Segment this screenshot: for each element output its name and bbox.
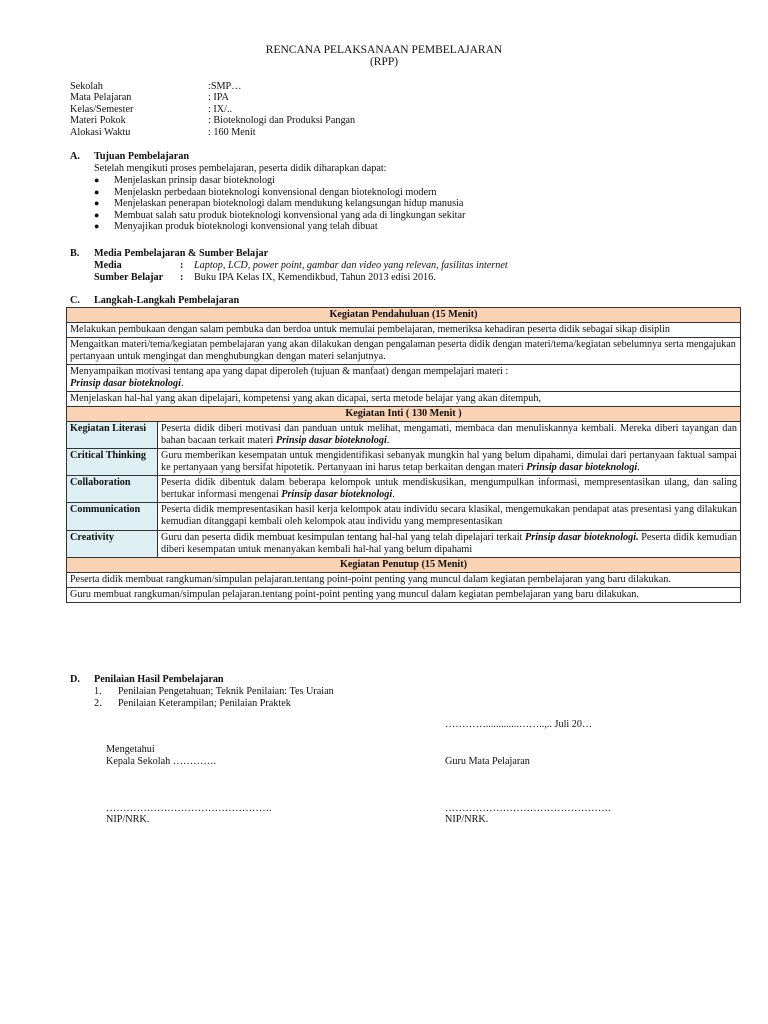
table-cell: Peserta didik membuat rangkuman/simpulan pelajaran.tentang point-point penting yang muncul dalam kegiatan pembelajaran yang baru dilakukan. (67, 572, 741, 587)
section-heading (70, 295, 239, 307)
activity-description (158, 422, 741, 449)
identity-row-sekolah (70, 81, 355, 92)
section-heading (70, 674, 334, 686)
objective-text: Menjelaskan penerapan bioteknologi dalam mendukung kelangsungan hidup manusia (114, 198, 464, 210)
section-title: Tujuan Pembelajaran (94, 151, 189, 162)
activity-label: Communication (67, 503, 158, 530)
activity-description (158, 503, 741, 530)
sumber-label: Sumber Belajar (94, 272, 164, 284)
section-media (70, 248, 720, 284)
langkah-table (66, 307, 741, 603)
motivasi-topic: Prinsip dasar bioteknologi (70, 378, 181, 390)
identity-row-kelas (70, 104, 355, 115)
objective-text: Membuat salah satu produk bioteknologi konvensional yang ada di lingkungan sekitar (114, 209, 466, 221)
identity-value: : Bioteknologi dan Produksi Pangan (208, 115, 356, 127)
media-label: Media (94, 260, 122, 272)
identity-row-mapel (70, 92, 355, 103)
table-cell: Melakukan pembukaan dengan salam pembuka dan berdoa untuk memulai pembelajaran, memeriksa kehadiran peserta didik sebagai sikap disiplin (67, 323, 741, 338)
identity-block (70, 81, 355, 138)
table-row (67, 308, 741, 323)
bullet-icon: ● (94, 175, 100, 186)
identity-value: : 160 Menit (208, 126, 256, 138)
list-item (70, 187, 720, 199)
identity-value: :SMP… (208, 81, 242, 92)
list-item (94, 686, 334, 698)
item-text: Penilaian Keterampilan; Penilaian Praktek (118, 698, 291, 710)
bullet-icon: ● (94, 198, 100, 209)
table-row (67, 503, 741, 530)
activity-text: Peserta didik dibentuk dalam beberapa kelompok untuk mendiskusikan, mengumpulkan informasi, mempresentasikan ulang, dan saling bertukar informasi mengenai (161, 477, 737, 501)
list-item (70, 175, 720, 187)
identity-value: : IX/.. (208, 103, 233, 115)
list-item (70, 221, 720, 233)
objective-text: Menjelaskn perbedaan bioteknologi konvensional dengan bioteknologi modern (114, 186, 437, 198)
section-tujuan (70, 151, 720, 233)
bullet-icon: ● (94, 209, 100, 220)
activity-text: Guru memberikan kesempatan untuk mengidentifikasi sebanyak mungkin hal yang belum dipahami, dimulai dari pertanyaan faktual sampai ke pertanyaan yang bersifat hipotetik. Pertanyaan ini harus tetap berkaitan dengan materi (161, 450, 737, 474)
media-row (94, 260, 720, 272)
sumber-separator: : (180, 272, 184, 284)
table-cell (67, 365, 741, 392)
activity-description (158, 449, 741, 476)
penutup-header: Kegiatan Penutup (15 Menit) (67, 557, 741, 572)
signature-line-left: …………………………………………. (106, 803, 272, 814)
activity-text: Peserta didik diberi motivasi dan panduan untuk melihat, mengamati, membaca dan menuliskannya kembali. Mereka diberi tayangan dan bahan bacaan terkait materi (161, 423, 737, 447)
activity-topic: Prinsip dasar bioteknologi (275, 435, 387, 447)
activity-text: Peserta didik mempresentasikan hasil kerja kelompok atau individu secara klasikal, mengemukakan pendapat atas presentasi yang dilakukan kemudian ditanggapi kembali oleh kelompok atau individu yang mempresentasikan (161, 504, 737, 528)
table-row (67, 422, 741, 449)
sumber-row (94, 272, 720, 284)
activity-label: Creativity (67, 530, 158, 557)
table-cell: Menjelaskan hal-hal yang akan dipelajari, kompetensi yang akan dicapai, serta metode belajar yang akan ditempuh, (67, 392, 741, 407)
activity-text-end: Peserta didik kemudian diberi kesempatan untuk menanyakan kembali hal-hal yang belum dipahami (161, 531, 737, 555)
table-row (67, 392, 741, 407)
activity-topic: Prinsip dasar bioteknologi. (525, 531, 639, 543)
identity-label: Mata Pelajaran (70, 92, 132, 104)
table-row (67, 323, 741, 338)
table-row (67, 449, 741, 476)
table-row (67, 557, 741, 572)
date-line: ………….............……..,.. Juli 20… (445, 719, 593, 730)
section-langkah (70, 295, 239, 307)
inti-header: Kegiatan Inti ( 130 Menit ) (67, 407, 741, 422)
section-title: Penilaian Hasil Pembelajaran (94, 674, 224, 685)
item-number: 2. (94, 698, 102, 710)
table-row (67, 572, 741, 587)
identity-row-materi (70, 115, 355, 126)
item-text: Penilaian Pengetahuan; Teknik Penilaian: Tes Uraian (118, 686, 334, 698)
sumber-value: Buku IPA Kelas IX, Kemendikbud, Tahun 2013 edisi 2016. (194, 272, 436, 284)
activity-topic: Prinsip dasar bioteknologi (526, 462, 638, 474)
table-row (67, 530, 741, 557)
section-heading (70, 248, 720, 260)
section-letter: A. (70, 151, 80, 162)
table-row (67, 587, 741, 602)
motivasi-text: Menyampaikan motivasi tentang apa yang dapat diperoleh (tujuan & manfaat) dengan mempelajari materi : (70, 366, 509, 378)
activity-text-end: . (392, 489, 395, 501)
table-cell: Guru membuat rangkuman/simpulan pelajaran.tentang point-point penting yang muncul dalam kegiatan pembelajaran yang baru dilakukan. (67, 587, 741, 602)
activity-text: Guru dan peserta didik membuat kesimpulan tentang hal-hal yang telah dipelajari terkait (161, 531, 525, 543)
bullet-icon: ● (94, 186, 100, 197)
table-row (67, 338, 741, 365)
objective-text: Menyajikan produk bioteknologi konvensional yang telah dibuat (114, 221, 378, 233)
media-separator: : (180, 260, 184, 272)
document-title: RENCANA PELAKSANAAN PEMBELAJARAN (265, 44, 503, 56)
section-title: Media Pembelajaran & Sumber Belajar (94, 248, 269, 259)
list-item (94, 698, 334, 710)
activity-text-end: . (386, 435, 390, 447)
table-row (67, 476, 741, 503)
signature-line-right: …………………………………………. (445, 803, 611, 814)
activity-description (158, 530, 741, 557)
section-title: Langkah-Langkah Pembelajaran (94, 295, 240, 306)
table-row (67, 407, 741, 422)
section-letter: C. (70, 295, 80, 306)
bullet-icon: ● (94, 221, 100, 232)
list-item (70, 198, 720, 210)
identity-value: : IPA (208, 92, 229, 104)
media-value: Laptop, LCD, power point, gambar dan video yang relevan, fasilitas internet (194, 260, 508, 272)
activity-label: Critical Thinking (67, 449, 158, 476)
guru-label: Guru Mata Pelajaran (445, 756, 530, 767)
kepala-sekolah-label: Kepala Sekolah …………. (106, 756, 217, 767)
list-item (70, 210, 720, 222)
document-subtitle: (RPP) (369, 56, 399, 68)
section-penilaian (70, 674, 334, 710)
mengetahui-label: Mengetahui (106, 744, 155, 755)
section-intro: Setelah mengikuti proses pembelajaran, peserta didik diharapkan dapat: (94, 163, 387, 175)
motivasi-end: . (180, 378, 184, 390)
activity-text-end: . (637, 462, 640, 474)
section-heading (70, 151, 720, 163)
pendahuluan-header: Kegiatan Pendahuluan (15 Menit) (67, 308, 741, 323)
nip-left: NIP/NRK. (106, 814, 150, 825)
activity-description (158, 476, 741, 503)
objective-text: Menjelaskan prinsip dasar bioteknologi (114, 175, 275, 187)
item-number: 1. (94, 686, 102, 698)
table-cell: Mengaitkan materi/tema/kegiatan pembelajaran yang akan dilakukan dengan pengalaman peserta didik dengan materi/tema/kegiatan sebelumnya serta mengajukan pertanyaan untuk mengingat dan menghubungkan dengan materi selanjutnya. (67, 338, 741, 365)
activity-label: Collaboration (67, 476, 158, 503)
table-row (67, 365, 741, 392)
identity-label: Materi Pokok (70, 115, 126, 127)
section-letter: B. (70, 248, 80, 259)
identity-row-alokasi (70, 127, 355, 138)
identity-label: Kelas/Semester (70, 103, 134, 115)
activity-label: Kegiatan Literasi (67, 422, 158, 449)
identity-label: Sekolah (70, 81, 103, 92)
nip-right: NIP/NRK. (445, 814, 489, 825)
section-letter: D. (70, 674, 80, 685)
identity-label: Alokasi Waktu (70, 126, 131, 138)
assessment-list (94, 686, 334, 710)
objective-list (70, 175, 720, 233)
activity-topic: Prinsip dasar bioteknologi (281, 489, 393, 501)
